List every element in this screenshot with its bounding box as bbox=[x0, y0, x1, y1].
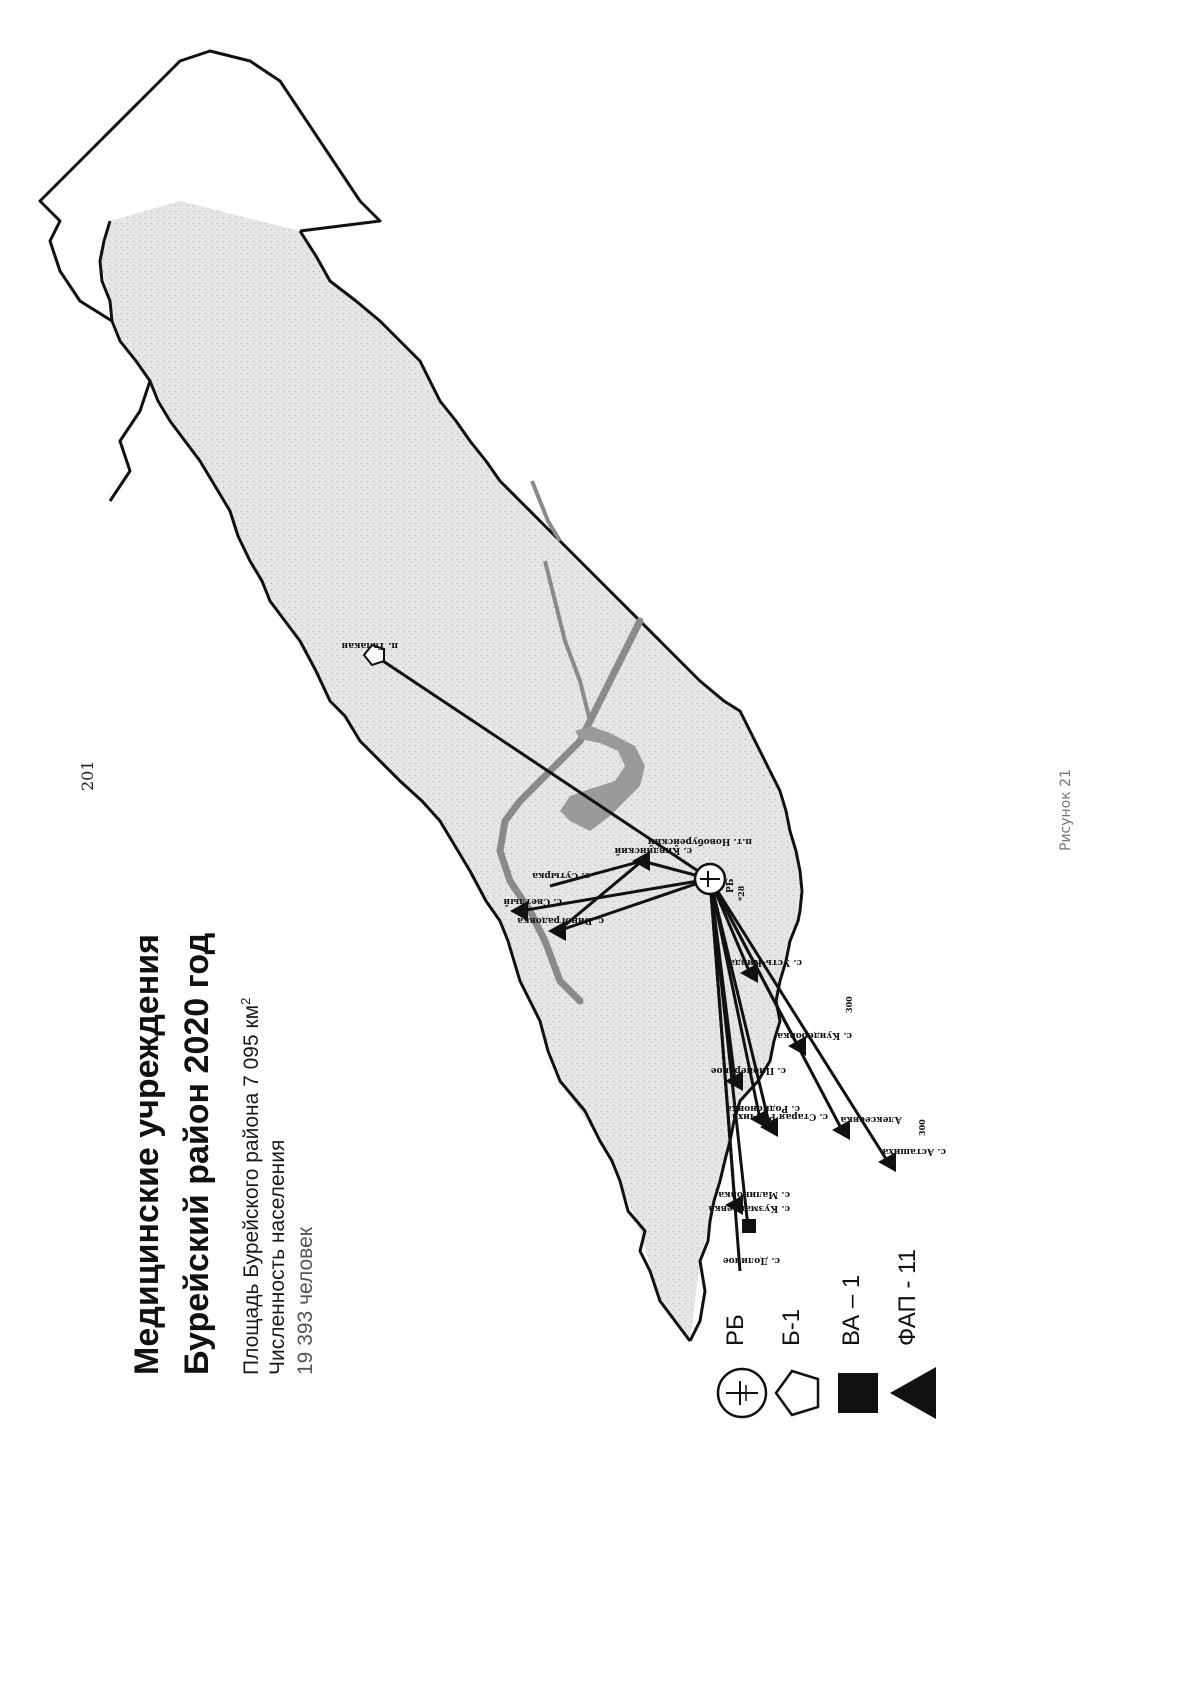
label-svetly: с. Светлый bbox=[503, 896, 562, 906]
hub-rb bbox=[695, 864, 725, 894]
label-alekseevka: Алексеевка bbox=[840, 1114, 902, 1124]
label-talakan: п. Талакан bbox=[341, 640, 398, 650]
road-number-2: 300 bbox=[844, 996, 854, 1013]
hub-label: РБ bbox=[726, 878, 736, 893]
label-ust-kivda: с. Усть-Кивда bbox=[729, 957, 802, 967]
label-vinogradovka: с. Виноградовка bbox=[517, 915, 604, 925]
label-pionerskoe: с. Пионерское bbox=[710, 1065, 786, 1075]
label-rodionovka: с. Родионовка bbox=[725, 1103, 800, 1113]
label-kuzmakeevka: с. Кузмакеевка bbox=[708, 1203, 790, 1213]
population-label: Численность населения bbox=[266, 1139, 289, 1375]
label-staraya-raychikha: с. Старая Райчиха bbox=[732, 1111, 828, 1121]
legend-b1-label: Б-1 bbox=[778, 1308, 805, 1346]
area-superscript: 2 bbox=[238, 997, 253, 1005]
label-kivdinsky: с. Кивдинский bbox=[614, 845, 692, 855]
road-number-1: 300 bbox=[917, 1119, 927, 1136]
label-sutyrka: с. Сутырка bbox=[532, 870, 590, 880]
label-dolinoe: с. Долиное bbox=[722, 1255, 780, 1265]
hub-code: *28 bbox=[736, 885, 746, 901]
hub-place-label: п.т. Новобурейский bbox=[647, 836, 752, 846]
area-prefix: Площадь Бурейского района 7 095 км bbox=[240, 1004, 263, 1375]
figure-caption: Рисунок 21 bbox=[1058, 769, 1074, 851]
label-kunderovka: с. Кундеровка bbox=[777, 1030, 852, 1040]
legend-fap-label: ФАП - 11 bbox=[894, 1249, 921, 1346]
district-area bbox=[100, 201, 800, 1341]
square-marker-icon bbox=[742, 1219, 756, 1233]
title-line-2: Бурейский район 2020 год bbox=[178, 932, 216, 1375]
population-value: 19 393 человек bbox=[294, 1227, 317, 1375]
va-kuzmakeevka-marker bbox=[742, 1219, 756, 1233]
label-malinovka: с. Малиновка bbox=[718, 1189, 790, 1199]
title-line-1: Медицинские учреждения bbox=[128, 934, 166, 1375]
legend-rb-label: РБ bbox=[722, 1314, 749, 1346]
label-astashikha: с. Асташиха bbox=[882, 1146, 946, 1156]
legend-va-label: ВА – 1 bbox=[838, 1274, 865, 1346]
page-number: 201 bbox=[78, 760, 97, 791]
